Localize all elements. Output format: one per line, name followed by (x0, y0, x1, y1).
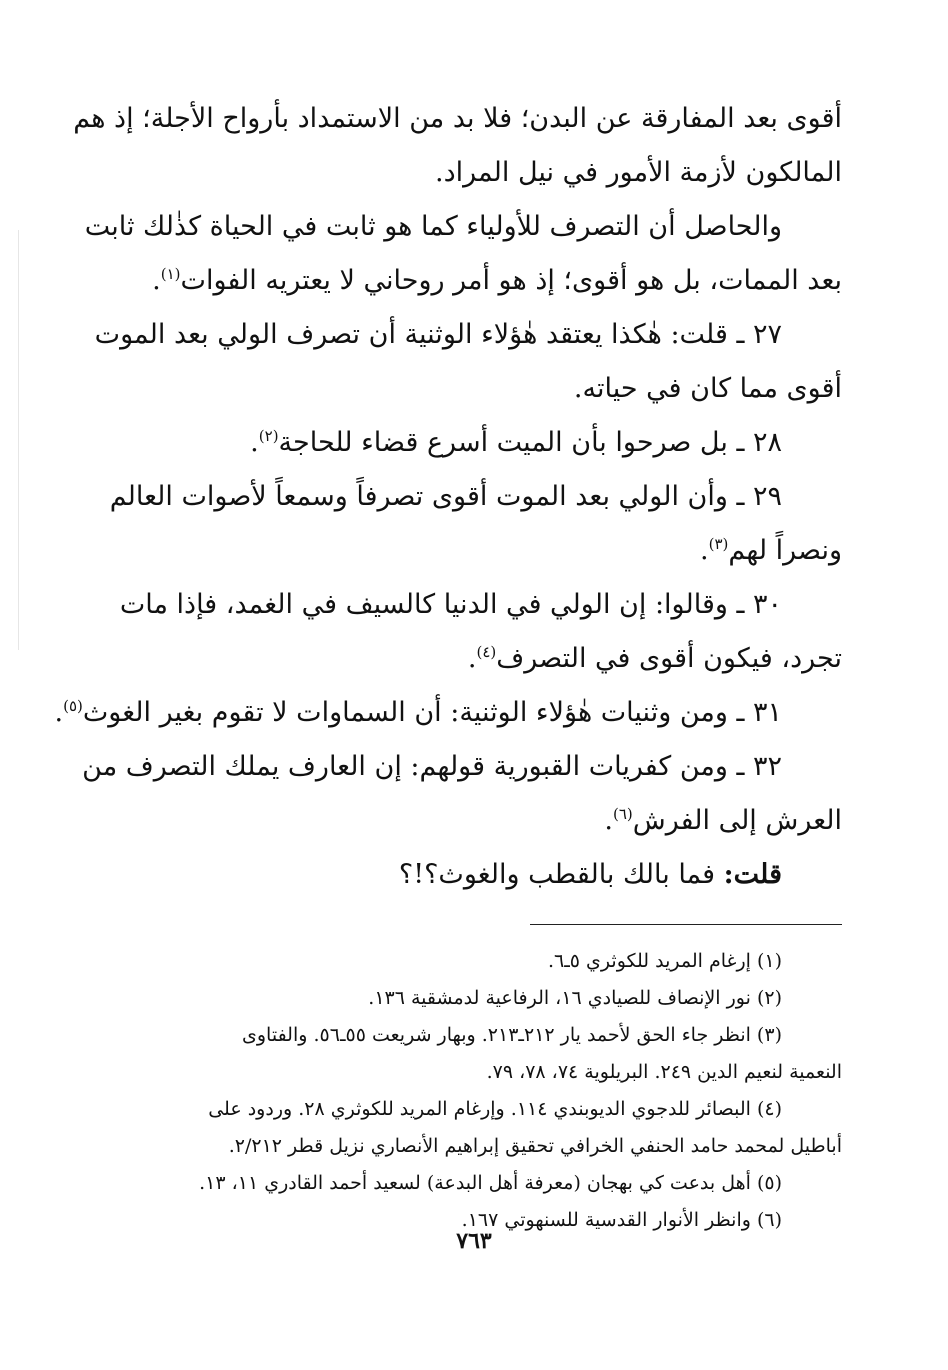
body-line (126, 362, 842, 416)
scan-margin-mark (18, 230, 19, 650)
main-text (54, 92, 842, 848)
body-line (126, 632, 842, 686)
footnote: (٤) البصائر للدجوي الديوبندي ١١٤. وإرغام المريد للكوثري ٢٨. وردود على (208, 1098, 782, 1120)
body-line-text: ٣٢ ـ ومن كفريات القبورية قولهم: إن العارف يملك التصرف من (82, 751, 782, 782)
body-line-tail: . (467, 643, 477, 674)
body-line-text: ٢٨ ـ بل صرحوا بأن الميت أسرع قضاء للحاجة (278, 427, 782, 458)
footnote-ref: (٤) (476, 643, 497, 661)
body-line-text: ٢٧ ـ قلت: هٰكذا يعتقد هٰؤلاء الوثنية أن تصرف الولي بعد الموت (94, 319, 782, 350)
footnotes-section (126, 924, 842, 1239)
footnote-separator (530, 924, 842, 925)
body-line (54, 686, 842, 740)
body-line-tail: . (700, 535, 709, 566)
footnote-list (126, 943, 842, 1239)
body-line (94, 308, 842, 362)
body-line (126, 416, 842, 470)
body-line-text: والحاصل أن التصرف للأولياء كما هو ثابت في الحياة كذٰلك ثابت (84, 211, 782, 242)
footnote-ref: (٦) (612, 805, 633, 823)
footnote-ref: (١) (160, 265, 181, 283)
footnote: (٣) انظر جاء الحق لأحمد يار ٢١٢ـ٢١٣. وبهار شريعت ٥٥ـ٥٦. والفتاوى (242, 1024, 782, 1046)
closing-bold: قلت: (723, 859, 782, 890)
body-line-tail: . (250, 427, 259, 458)
footnote-ref: (٥) (63, 697, 83, 715)
closing-line (126, 848, 842, 902)
footnote: النعمية لنعيم الدين ٢٤٩. البريلوية ٧٤، ٧٨، ٧٩. (486, 1061, 842, 1083)
body-line (126, 794, 842, 848)
body-line-text: أقوى بعد المفارقة عن البدن؛ فلا بد من الاستمداد بأرواح الأجلة؛ إذ هم (73, 103, 842, 134)
body-line (73, 92, 842, 146)
body-line (126, 524, 842, 578)
page-number: ٧٦٣ (456, 1228, 492, 1254)
body-line (126, 254, 842, 308)
body-line-text: ٢٩ ـ وأن الولي بعد الموت أقوى تصرفاً وسمعاً لأصوات العالم (109, 481, 782, 512)
body-line-text: ٣٠ ـ وقالوا: إن الولي في الدنيا كالسيف في الغمد، فإذا مات (119, 589, 782, 620)
body-line (84, 200, 842, 254)
body-line (126, 146, 842, 200)
footnote: (٦) وانظر الأنوار القدسية للسنهوتي ١٦٧. (461, 1209, 782, 1231)
body-line-text: ونصراً لهم (728, 535, 842, 566)
body-line-tail: . (54, 697, 64, 728)
body-line-text: أقوى مما كان في حياته. (573, 373, 842, 404)
body-line-text: تجرد، فيكون أقوى في التصرف (496, 643, 842, 674)
body-line-text: العرش إلى الفرش (632, 805, 842, 836)
footnote: (٢) نور الإنصاف للصيادي ١٦، الرفاعية لدمشقية ١٣٦. (368, 987, 782, 1009)
body-line-text: المالكون لأزمة الأمور في نيل المراد. (435, 157, 842, 188)
body-line (82, 740, 842, 794)
body-line-tail: . (152, 265, 161, 296)
document-page (54, 92, 842, 1239)
footnote-ref: (٣) (708, 535, 729, 553)
footnote: (٥) أهل بدعت كي بهجان (معرفة أهل البدعة) لسعيد أحمد القادري ١١، ١٣. (199, 1172, 782, 1194)
footnote: أباطيل لمحمد حامد الحنفي الخرافي تحقيق إبراهيم الأنصاري نزيل قطر ٢/٢١٢. (228, 1135, 842, 1157)
body-line (109, 470, 842, 524)
footnote-ref: (٢) (258, 427, 279, 445)
body-line-tail: . (604, 805, 613, 836)
closing-rest: فما بالك بالقطب والغوث؟!؟ (398, 859, 724, 890)
body-line-text: ٣١ ـ ومن وثنيات هٰؤلاء الوثنية: أن السماوات لا تقوم بغير الغوث (82, 697, 782, 728)
body-line (119, 578, 842, 632)
footnote: (١) إرغام المريد للكوثري ٥ـ٦. (547, 950, 782, 972)
body-line-text: بعد الممات، بل هو أقوى؛ إذ هو أمر روحاني لا يعتريه الفوات (180, 265, 842, 296)
